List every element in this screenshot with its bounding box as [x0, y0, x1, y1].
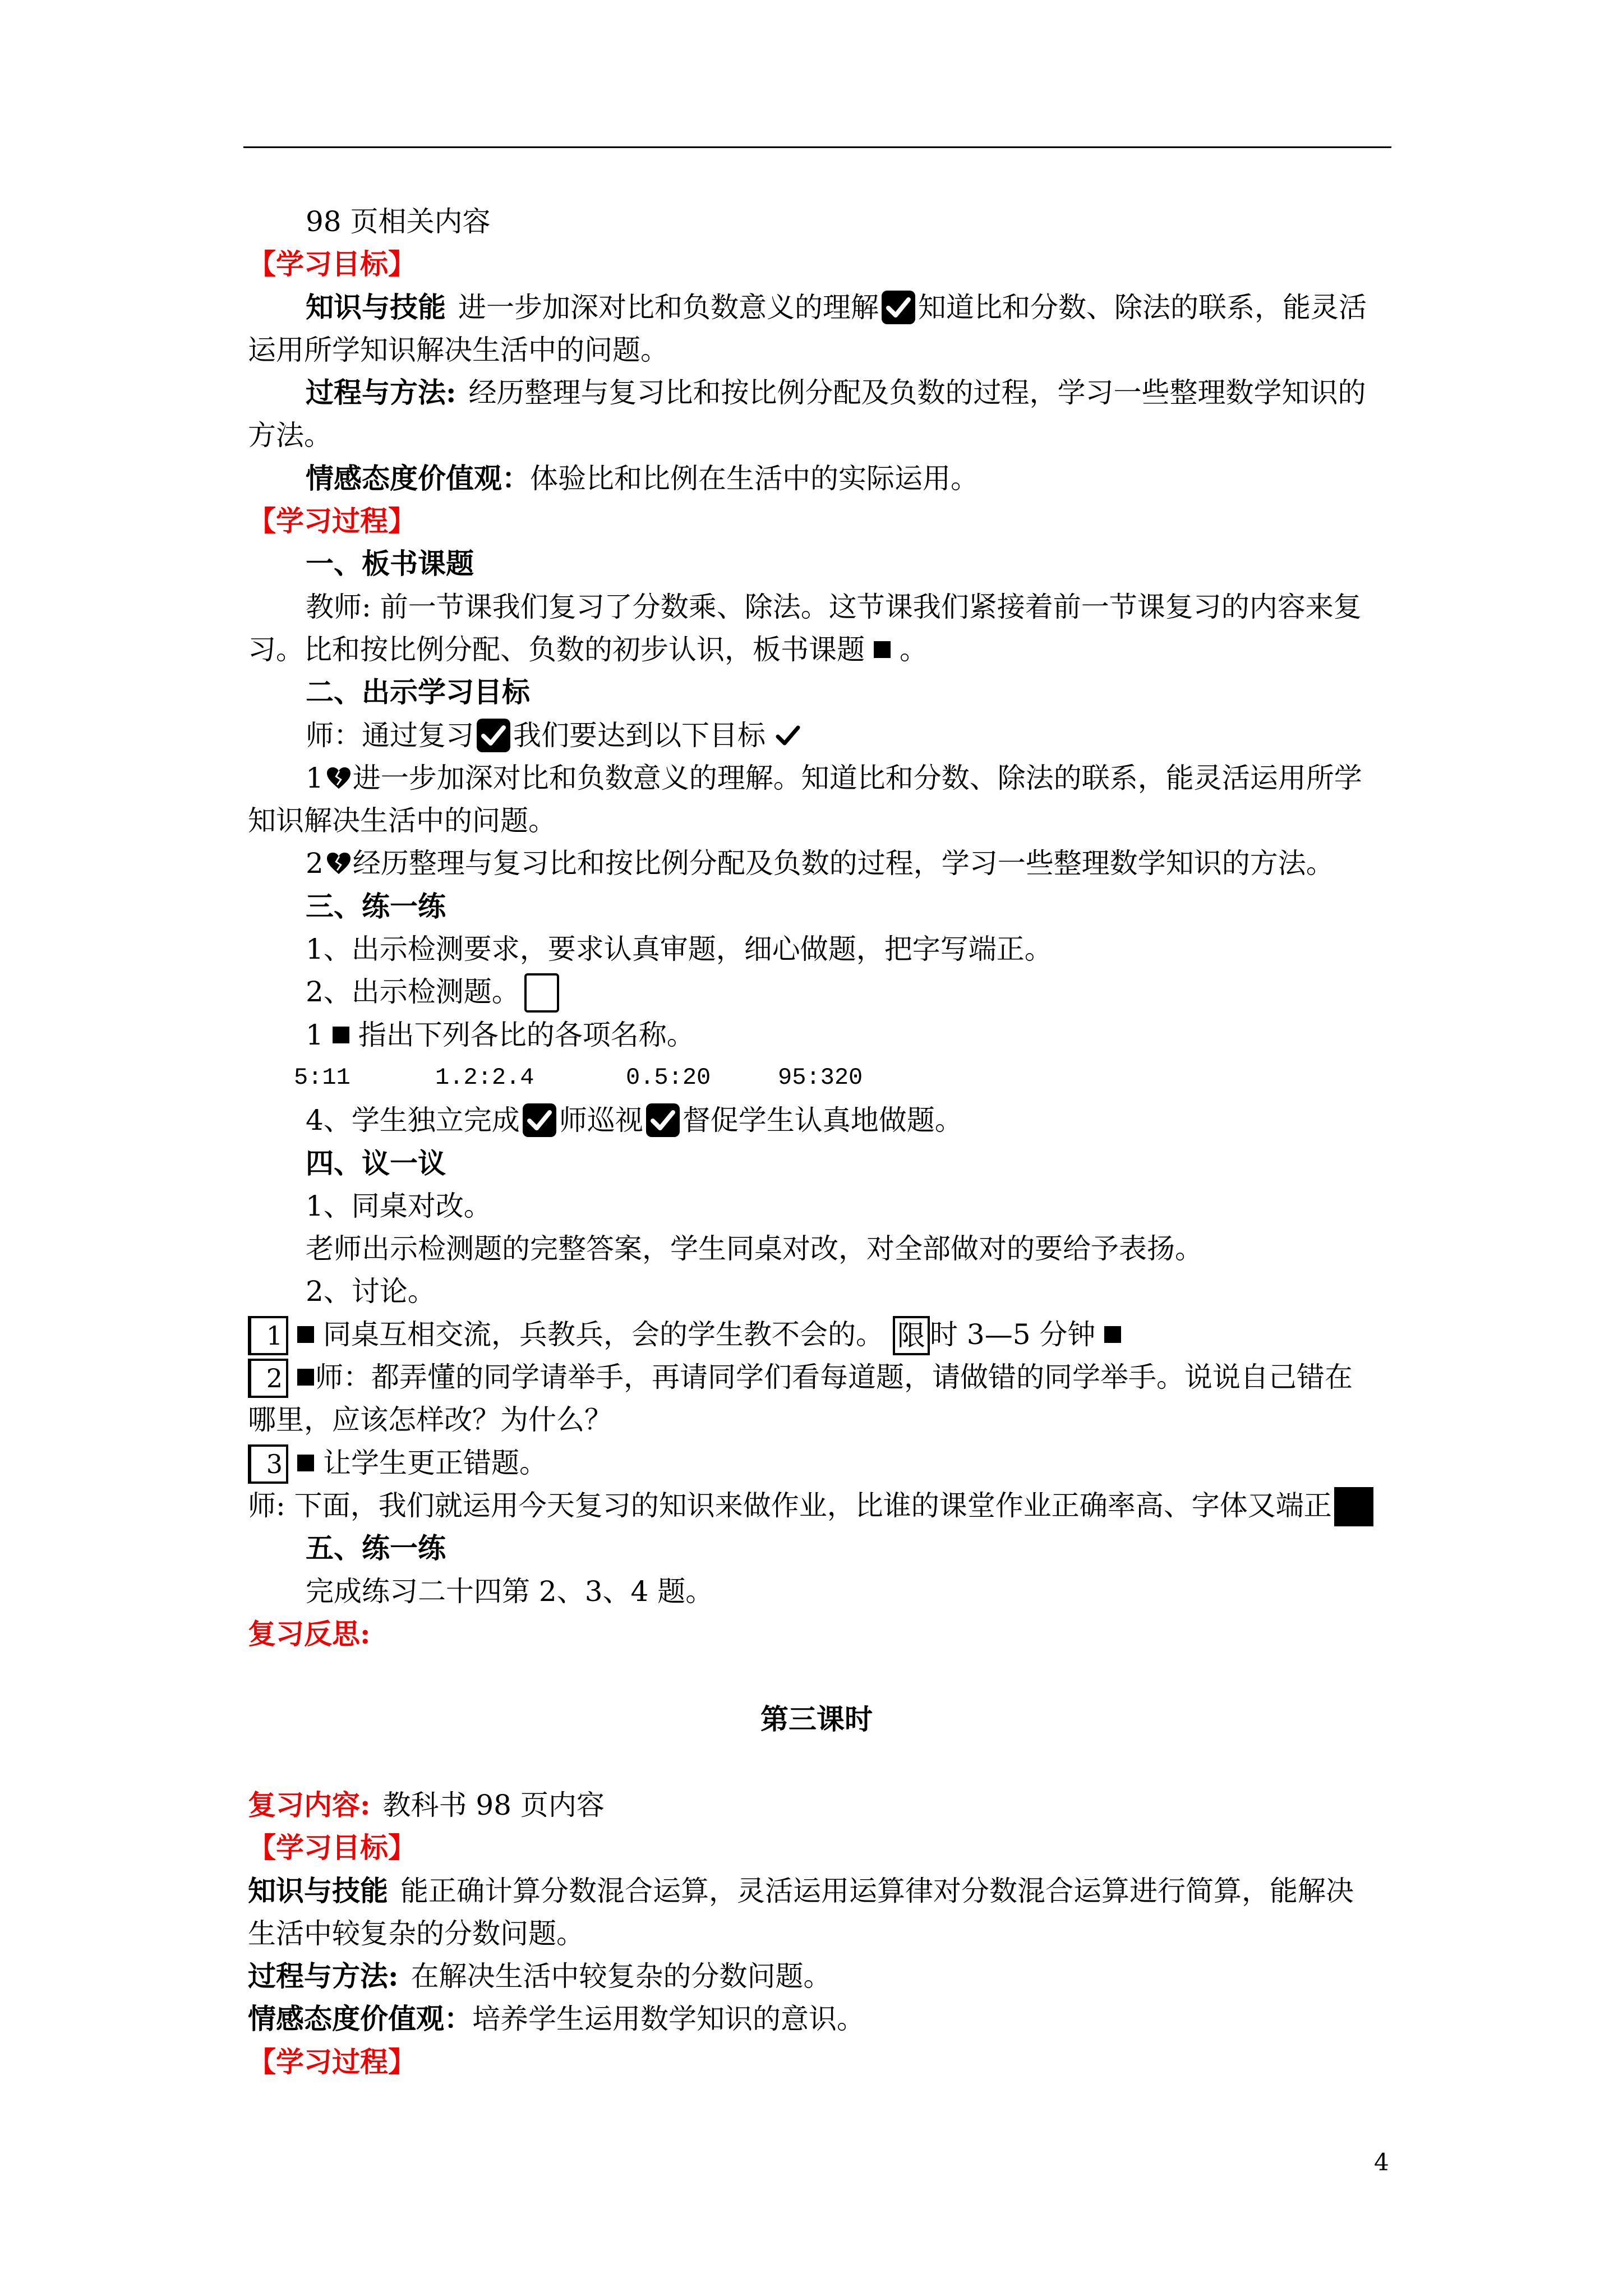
goal-number: 1: [306, 761, 324, 794]
broken-heart-icon: [326, 852, 352, 875]
step3-title: 三、练一练: [306, 889, 446, 923]
step1-title: 一、板书课题: [306, 547, 474, 581]
review-content-text: 教科书 98 页内容: [382, 1788, 605, 1821]
goal-knowledge-line: [248, 286, 1409, 329]
page-number: 4: [1374, 2148, 1389, 2176]
step4-closing-text: 师: 下面，我们就运用今天复习的知识来做作业，比谁的课堂作业正确率高、字体又端正: [248, 1489, 1332, 1522]
goal-attitude-label: 情感态度价值观：: [248, 2002, 472, 2036]
goal-number: 2: [306, 847, 324, 880]
ratio-item: 1.2:2.4: [435, 1064, 534, 1091]
filled-square-icon: [297, 1455, 314, 1471]
step4-closing: [248, 1484, 1409, 1527]
goal-knowledge-label: 知识与技能: [306, 290, 446, 324]
discussion-point-1: [248, 1313, 1409, 1356]
check-box-icon: [645, 1102, 681, 1138]
broken-heart-icon: [326, 766, 352, 790]
ratio-item: 5:11: [294, 1064, 351, 1091]
step2-title: 二、出示学习目标: [306, 675, 530, 709]
step1-line-2-text: 习。比和按比例分配、负数的初步认识，板书课题: [248, 633, 865, 666]
discussion-text: 师：都弄懂的同学请举手，再请同学们看每道题，请做错的同学举手。说说自己错在: [315, 1361, 1353, 1394]
step2-intro-text-cont: 我们要达到以下目标: [513, 719, 766, 752]
goal-knowledge-text: 能正确计算分数混合运算，灵活运用运算律对分数混合运算进行简算，能解决: [400, 1874, 1354, 1907]
process-heading: 【学习过程】: [248, 504, 416, 538]
step2-intro: [248, 714, 1409, 757]
step1-line-1: 教师: 前一节课我们复习了分数乘、除法。这节课我们紧接着前一节课复习的内容来复: [306, 590, 1362, 623]
goal-knowledge-line-2: 运用所学知识解决生活中的问题。: [248, 333, 668, 366]
goal-knowledge-line: [248, 1870, 1409, 1912]
goal-process-line: [248, 1955, 1409, 1998]
step3-item-4: [248, 1099, 1409, 1142]
check-box-icon: [476, 717, 511, 753]
process-heading: 【学习过程】: [248, 2045, 416, 2078]
step5-title: 五、练一练: [306, 1531, 446, 1565]
time-limit-text: 时 3—5 分钟: [930, 1318, 1096, 1351]
filled-square-icon: [1334, 1487, 1373, 1526]
spacer: [248, 1741, 1409, 1784]
goal-attitude-label: 情感态度价值观：: [306, 461, 530, 495]
step3-item-2-text: 2、出示检测题。: [306, 976, 520, 1009]
numbered-box: 2: [248, 1359, 288, 1398]
goal-text: 进一步加深对比和负数意义的理解。知道比和分数、除法的联系，能灵活运用所学: [352, 761, 1362, 794]
review-content: [248, 1784, 1409, 1826]
step2-intro-text: 师：通过复习: [306, 719, 474, 752]
filled-square-icon: [297, 1369, 314, 1386]
goal-process-label: 过程与方法:: [248, 1959, 399, 1993]
goal-attitude-line: [248, 457, 1409, 500]
goal-attitude-text: 培养学生运用数学知识的意识。: [472, 2003, 865, 2036]
step1-line-2-end: 。: [900, 633, 928, 666]
goal-process-line: [248, 371, 1409, 414]
goal-knowledge-line-2: 生活中较复杂的分数问题。: [248, 1917, 584, 1950]
goals-heading: 【学习目标】: [248, 1831, 416, 1865]
step4-title: 四、议一议: [306, 1146, 446, 1180]
empty-box-icon: [524, 973, 559, 1013]
task-number: 1: [306, 1018, 324, 1051]
filled-square-icon: [874, 641, 891, 658]
spacer: [248, 1655, 1409, 1698]
reflection-label: 复习反思:: [248, 1617, 371, 1650]
filled-square-icon: [297, 1326, 314, 1343]
discussion-text: 同桌互相交流，兵教兵，会的学生教不会的。: [323, 1318, 884, 1351]
discussion-point-2-cont: 哪里，应该怎样改？为什么？: [248, 1404, 612, 1437]
step2-goal-2: [248, 842, 1409, 885]
step2-goal-1: [248, 757, 1409, 799]
step3-item-4-text-2: 师巡视: [559, 1104, 643, 1137]
boxed-character: 限: [893, 1316, 930, 1355]
discussion-point-3: [248, 1442, 1409, 1484]
goal-attitude-line: [248, 1998, 1409, 2040]
content-reference: 98 页相关内容: [306, 205, 491, 238]
discussion-text: 让学生更正错题。: [323, 1446, 547, 1479]
step3-item-1: 1、出示检测要求，要求认真审题，细心做题，把字写端正。: [306, 933, 1053, 966]
step3-item-4-text: 4、学生独立完成: [306, 1104, 520, 1137]
goal-process-label: 过程与方法:: [306, 376, 457, 409]
ratio-item: 0.5:20: [626, 1064, 711, 1091]
step3-item-4-text-3: 督促学生认真地做题。: [682, 1104, 963, 1137]
goal-attitude-text: 体验比和比例在生活中的实际运用。: [530, 462, 979, 495]
goal-process-line-2: 方法。: [248, 419, 332, 452]
ratio-list: [248, 1056, 1409, 1099]
goal-process-text: 在解决生活中较复杂的分数问题。: [411, 1960, 832, 1993]
lesson-title: 第三课时: [760, 1703, 873, 1736]
discussion-point-2: [248, 1356, 1409, 1398]
step2-goal-1-cont: 知识解决生活中的问题。: [248, 804, 556, 838]
step3-item-2: [248, 970, 1409, 1013]
numbered-box: 1: [248, 1316, 288, 1355]
step4-item-1: 1、同桌对改。: [306, 1189, 492, 1222]
step3-task: [248, 1014, 1409, 1056]
goal-knowledge-label: 知识与技能: [248, 1874, 388, 1907]
goal-knowledge-text-cont: 知道比和分数、除法的联系，能灵活: [918, 291, 1367, 324]
numbered-box: 3: [248, 1444, 288, 1484]
task-text: 指出下列各比的各项名称。: [358, 1018, 695, 1051]
step4-item-1-detail: 老师出示检测题的完整答案，学生同桌对改，对全部做对的要给予表扬。: [306, 1232, 1203, 1266]
lesson-content: [248, 200, 1409, 2083]
step5-text: 完成练习二十四第 2、3、4 题。: [306, 1575, 714, 1608]
check-box-icon: [522, 1102, 557, 1138]
filled-square-icon: [333, 1027, 349, 1043]
goals-heading: 【学习目标】: [248, 247, 416, 281]
goal-process-text: 经历整理与复习比和按比例分配及负数的过程，学习一些整理数学知识的: [468, 376, 1366, 409]
header-rule: [243, 146, 1391, 148]
check-box-icon: [880, 289, 916, 325]
check-icon: [774, 722, 801, 749]
step4-item-2: 2、讨论。: [306, 1275, 436, 1308]
filled-square-icon: [1104, 1326, 1121, 1343]
goal-text: 经历整理与复习比和按比例分配及负数的过程，学习一些整理数学知识的方法。: [352, 847, 1334, 880]
ratio-item: 95:320: [778, 1064, 863, 1091]
step1-line-2: [248, 628, 1409, 671]
review-content-label: 复习内容:: [248, 1788, 371, 1821]
goal-knowledge-text: 进一步加深对比和负数意义的理解: [458, 291, 879, 324]
